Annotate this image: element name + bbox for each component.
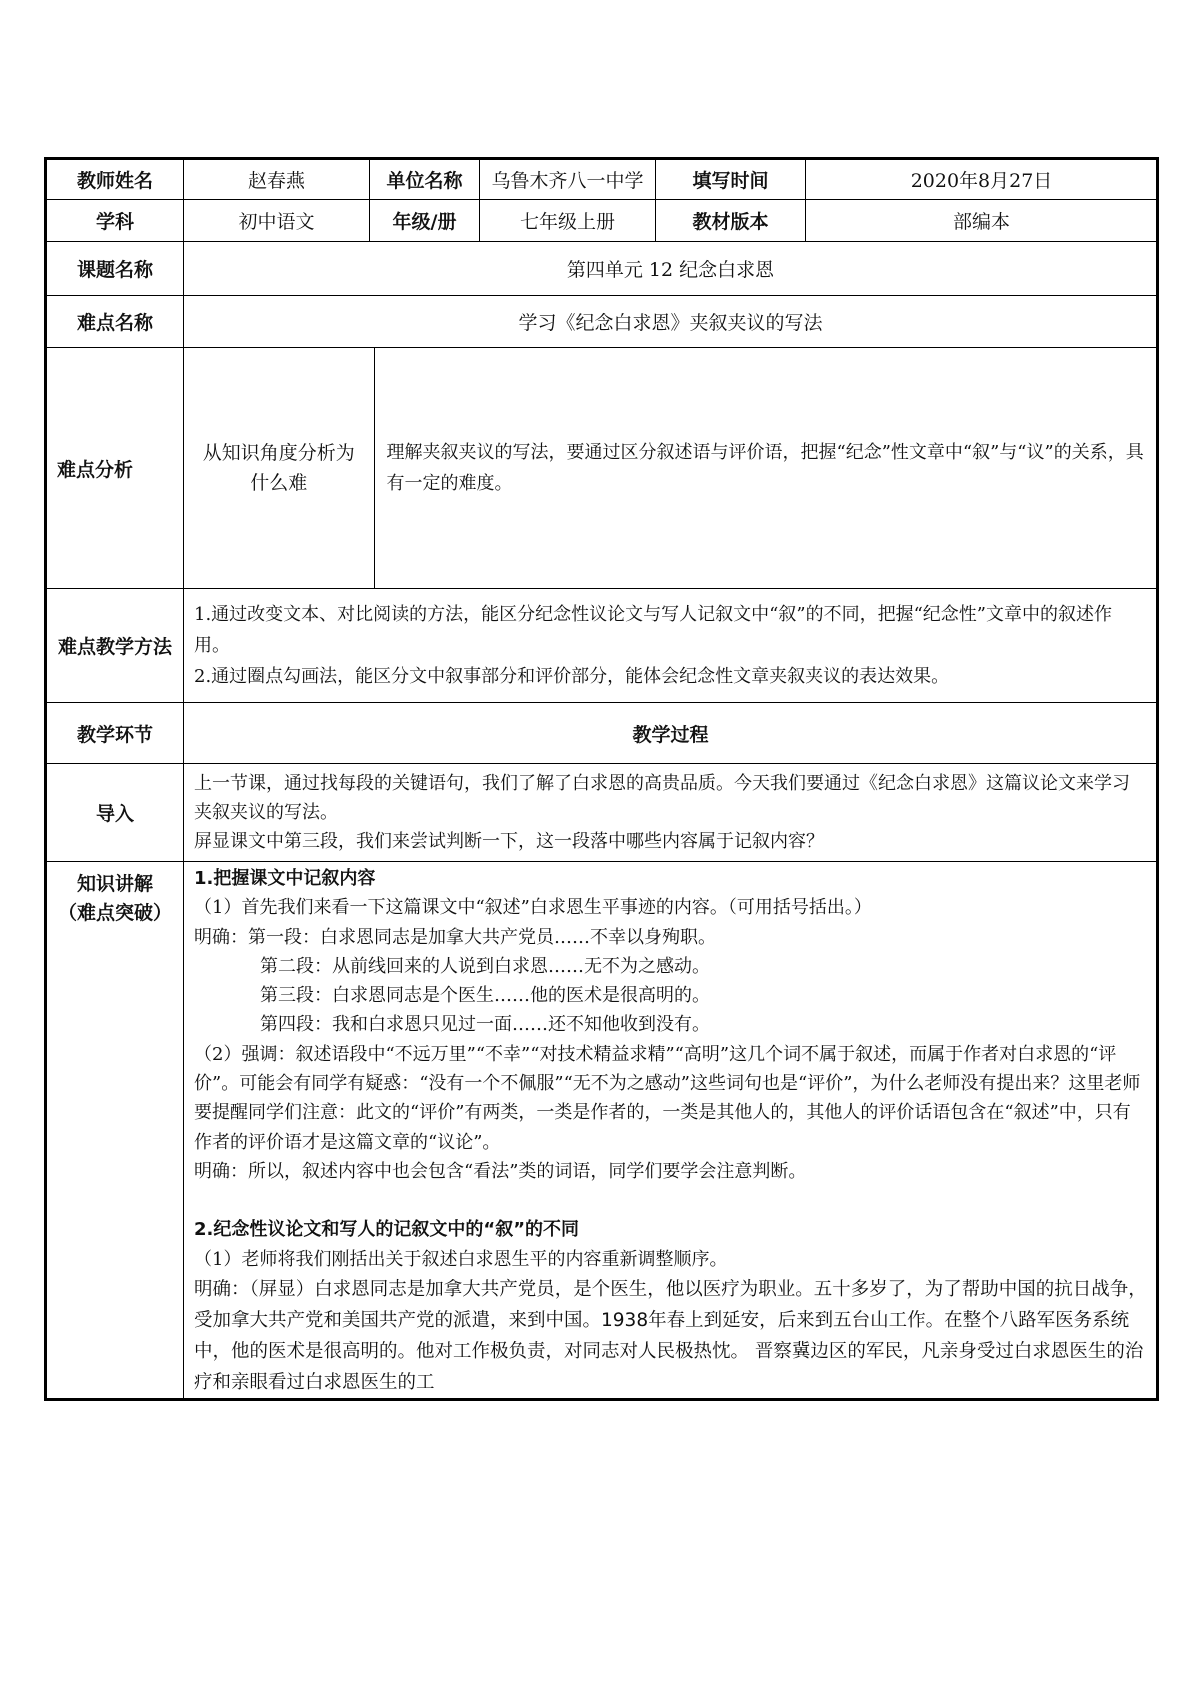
intro-cell xyxy=(184,764,1158,862)
knowledge-label-line-1: 知识讲解 xyxy=(76,873,153,895)
knowledge-cell xyxy=(184,862,1158,1400)
method-cell xyxy=(184,589,1158,703)
unit-value: 乌鲁木齐八一中学 xyxy=(480,159,656,200)
grade-label: 年级/册 xyxy=(370,200,480,242)
header-row-2 xyxy=(46,200,1158,242)
section-2-title: 2.纪念性议论文和写人的记叙文中的“叙”的不同 xyxy=(194,1219,580,1241)
method-item-1: 1.通过改变文本、对比阅读的方法，能区分纪念性议论文与写人记叙文中“叙”的不同，把握“纪念性”文章中的叙述作用。 xyxy=(194,604,1112,656)
stage-label: 教学环节 xyxy=(46,703,184,764)
section-1-answer-5: 明确：所以，叙述内容中也会包含“看法”类的词语，同学们要学会注意判断。 xyxy=(194,1160,807,1182)
intro-line-2: 屏显课文中第三段，我们来尝试判断一下，这一段落中哪些内容属于记叙内容？ xyxy=(194,831,824,852)
section-1-answer-1: 明确：第一段：白求恩同志是加拿大共产党员……不幸以身殉职。 xyxy=(194,926,716,948)
lesson-plan-table xyxy=(44,157,1159,1401)
analysis-content: 理解夹叙夹议的写法，要通过区分叙述语与评价语，把握“纪念”性文章中“叙”与“议”的关系，具有一定的难度。 xyxy=(386,442,1144,494)
unit-label: 单位名称 xyxy=(370,159,480,200)
spacer xyxy=(194,1186,1147,1215)
section-1-title: 1.把握课文中记叙内容 xyxy=(194,868,376,889)
teacher-label: 教师姓名 xyxy=(46,159,184,200)
header-row-1 xyxy=(46,159,1158,200)
analysis-row xyxy=(46,348,1158,589)
method-label: 难点教学方法 xyxy=(46,589,184,703)
subject-label: 学科 xyxy=(46,200,184,242)
topic-value: 第四单元 12 纪念白求恩 xyxy=(184,242,1158,296)
section-1-answer-3: 第三段：白求恩同志是个医生……他的医术是很高明的。 xyxy=(260,985,710,1007)
analysis-label: 难点分析 xyxy=(46,348,184,589)
topic-label: 课题名称 xyxy=(46,242,184,296)
method-item-2: 2.通过圈点勾画法，能区分文中叙事部分和评价部分，能体会纪念性文章夹叙夹议的表达效果。 xyxy=(194,666,950,687)
date-value: 2020年8月27日 xyxy=(806,159,1158,200)
section-1-paragraph-1: （1）首先我们来看一下这篇课文中“叙述”白求恩生平事迹的内容。（可用括号括出。） xyxy=(194,897,872,919)
grade-value: 七年级上册 xyxy=(480,200,656,242)
analysis-sub-label: 从知识角度分析为什么难 xyxy=(184,348,374,588)
subject-value: 初中语文 xyxy=(184,200,370,242)
difficulty-label: 难点名称 xyxy=(46,296,184,348)
knowledge-row xyxy=(46,862,1158,1400)
lesson-plan-page xyxy=(44,157,1156,1401)
date-label: 填写时间 xyxy=(656,159,806,200)
knowledge-label-line-2: （难点突破） xyxy=(57,902,172,924)
section-1-answer-4: 第四段：我和白求恩只见过一面……还不知他收到没有。 xyxy=(260,1014,710,1036)
edition-label: 教材版本 xyxy=(656,200,806,242)
intro-line-1: 上一节课，通过找每段的关键语句，我们了解了白求恩的高贵品质。今天我们要通过《纪念白求恩》这篇议论文来学习夹叙夹议的写法。 xyxy=(194,773,1130,823)
difficulty-value: 学习《纪念白求恩》夹叙夹议的写法 xyxy=(184,296,1158,348)
difficulty-row xyxy=(46,296,1158,348)
topic-row xyxy=(46,242,1158,296)
stage-value: 教学过程 xyxy=(184,703,1158,764)
section-2-answer-1: 明确：（屏显）白求恩同志是加拿大共产党员，是个医生，他以医疗为职业。五十多岁了，为了帮助中国的抗日战争，受加拿大共产党和美国共产党的派遣，来到中国。1938年春上到延安，后来到五台山工作。在整个八路军医务系统中，他的医术是很高明的。他对工作极负责，对同志对人民极热忱。 晋察冀边区的军民，凡亲身受过白求恩医生的治疗和亲眼看过白求恩医生的工 xyxy=(194,1278,1147,1393)
analysis-cell xyxy=(184,348,1158,589)
analysis-inner-table xyxy=(184,348,1156,588)
edition-value: 部编本 xyxy=(806,200,1158,242)
section-1-paragraph-2: （2）强调：叙述语段中“不远万里”“不幸”“对技术精益求精”“高明”这几个词不属于叙述，而属于作者对白求恩的“评价”。可能会有同学有疑惑：“没有一个不佩服”“无不为之感动”这些词句也是“评价”，为什么老师没有提出来？这里老师要提醒同学们注意：此文的“评价”有两类，一类是作者的，一类是其他人的，其他人的评价话语包含在“叙述”中，只有作者的评价语才是这篇文章的“议论”。 xyxy=(194,1043,1141,1153)
method-row xyxy=(46,589,1158,703)
section-2-paragraph-1: （1）老师将我们刚括出关于叙述白求恩生平的内容重新调整顺序。 xyxy=(194,1248,728,1270)
knowledge-label-cell xyxy=(46,862,184,1400)
teacher-value: 赵春燕 xyxy=(184,159,370,200)
intro-row xyxy=(46,764,1158,862)
section-1-answer-2: 第二段：从前线回来的人说到白求恩……无不为之感动。 xyxy=(260,955,710,977)
stage-row xyxy=(46,703,1158,764)
intro-label: 导入 xyxy=(46,764,184,862)
